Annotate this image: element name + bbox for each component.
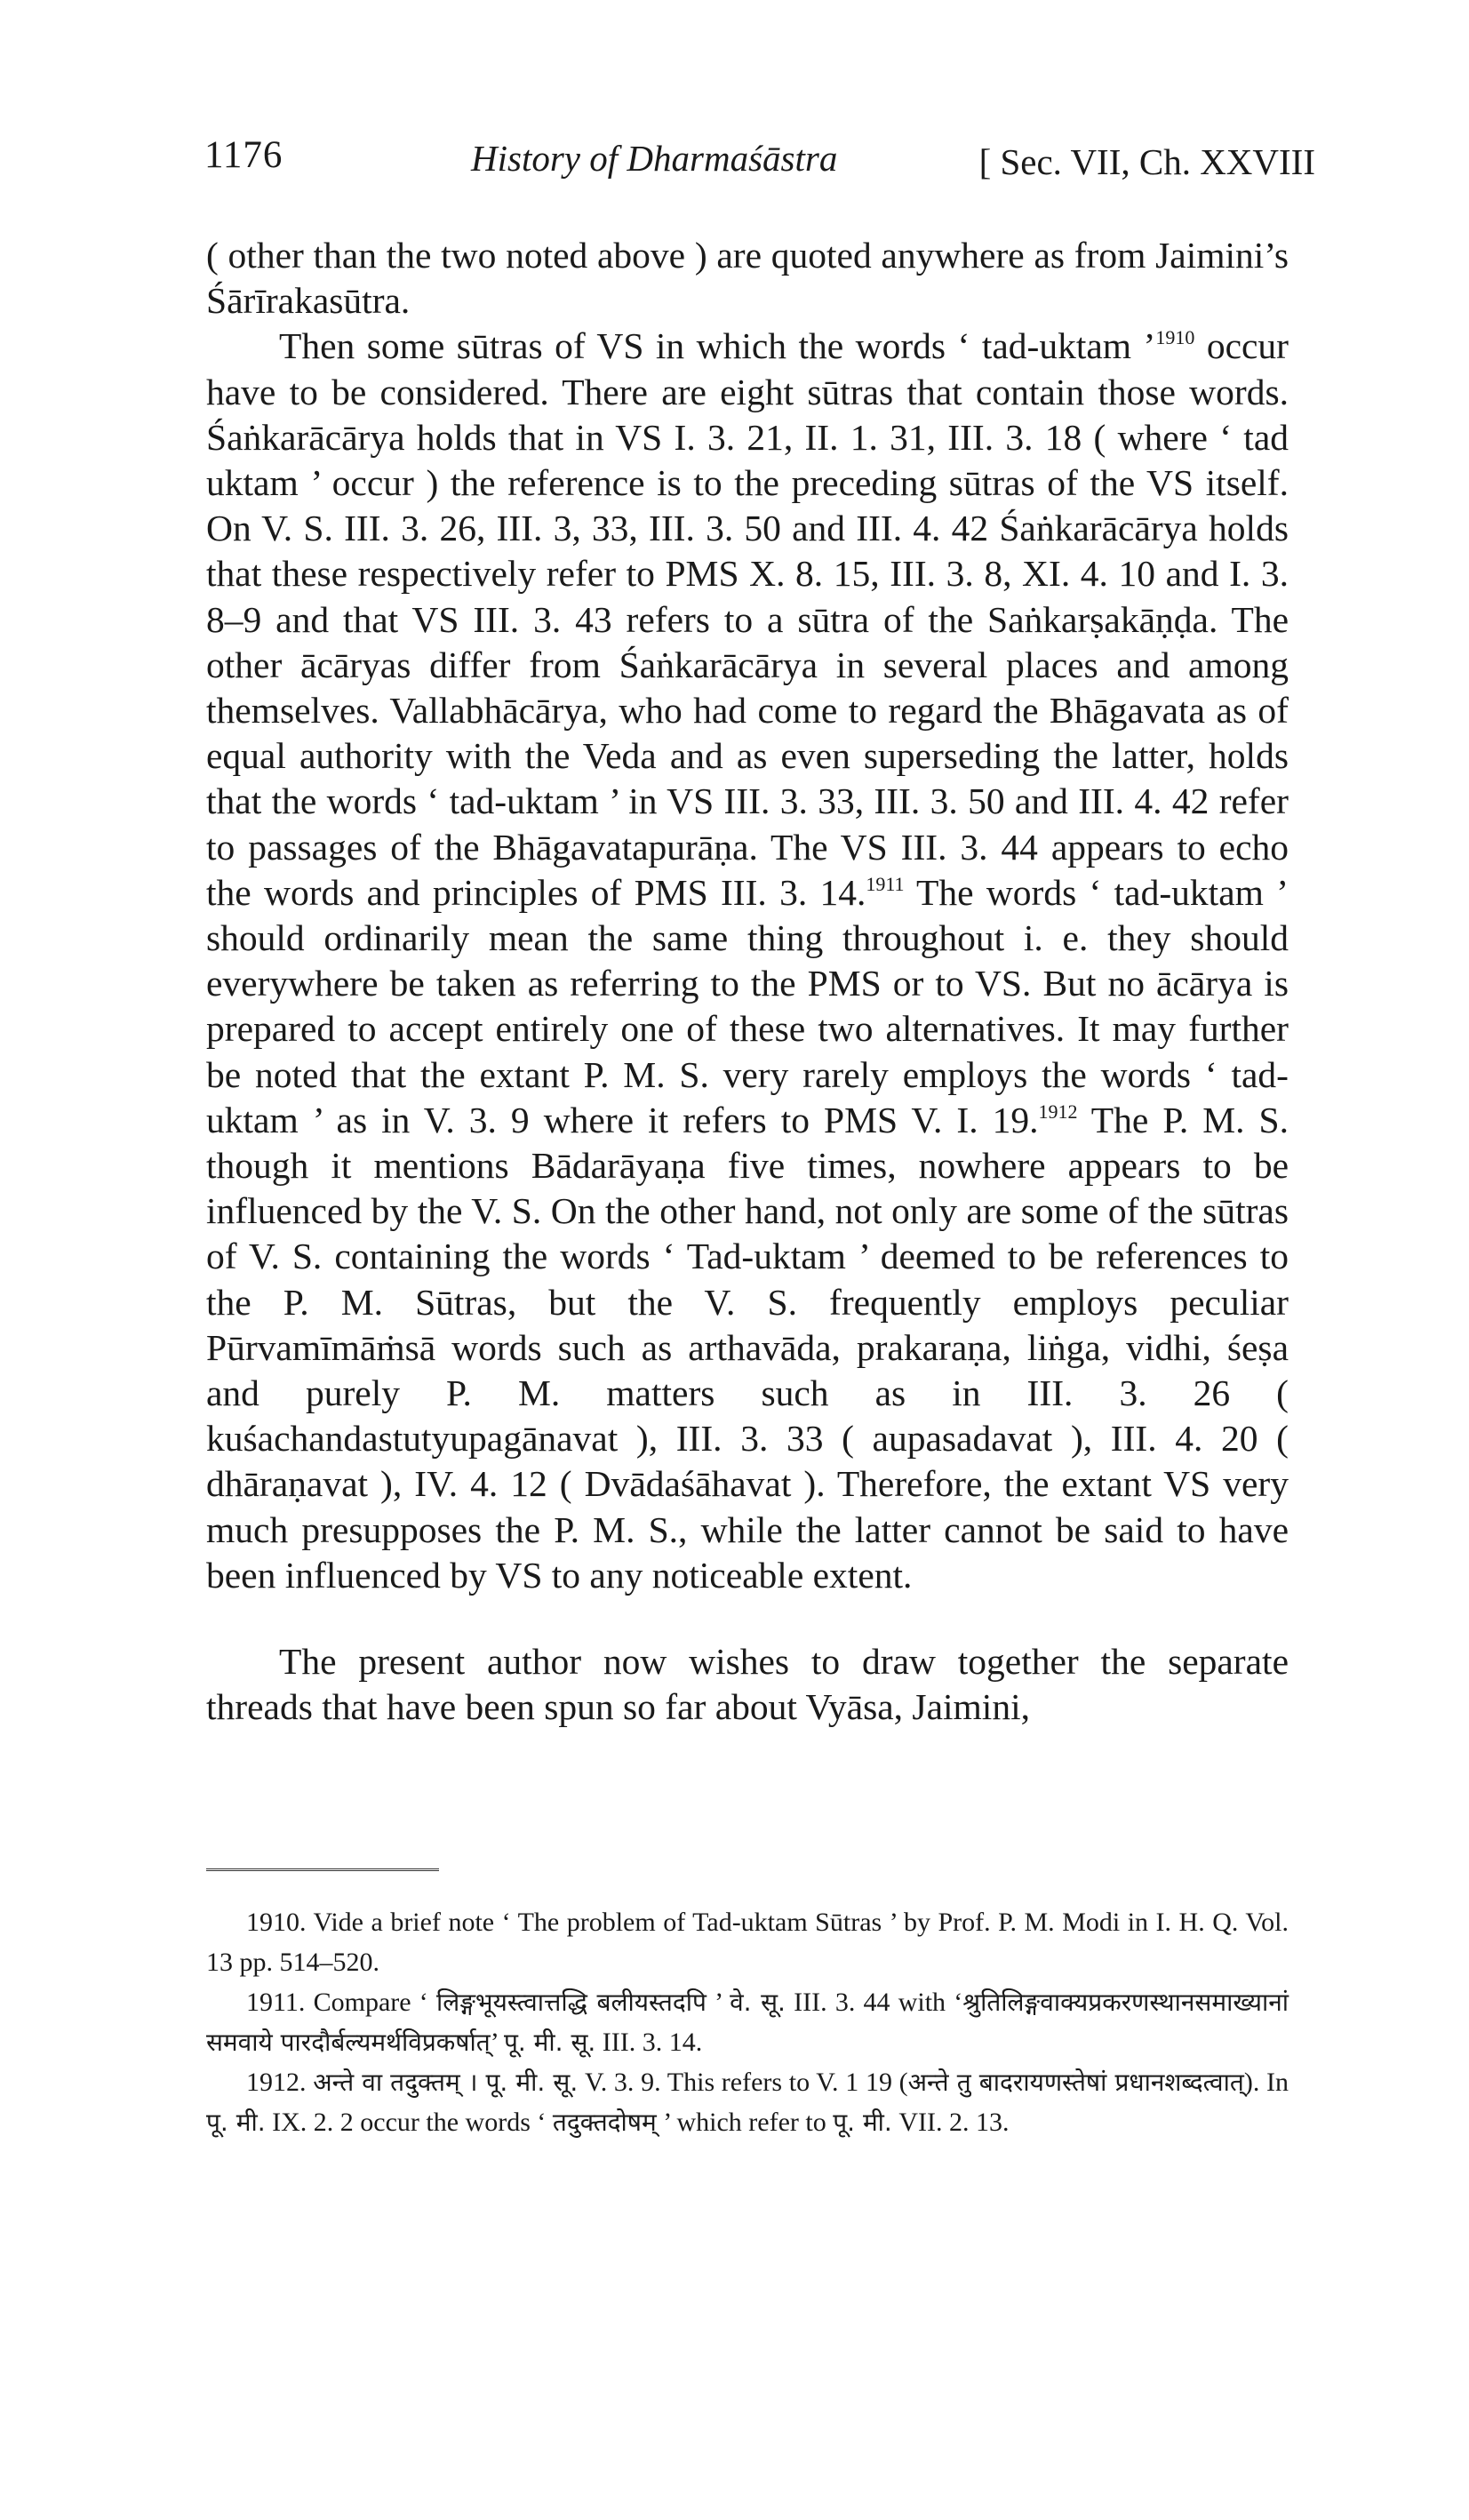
footnote-ref-1912: 1912 [1038,1100,1078,1123]
footnote-text: Compare ‘ [313,1988,436,2017]
footnote-text: III. 3. 44 with ‘ [785,1988,963,2017]
devanagari-quote: लिङ्गभूयस्त्वात्तद्धि बलीयस्तदपि [435,1988,707,2017]
footnote-1912 [206,2062,1289,2142]
devanagari-abbrev: पू. मी. सू. [503,2028,596,2057]
paragraph-present-author: The present author now wishes to draw together the separate threads that have been spun so far about Vyāsa, Jaimini, [206,1641,1289,1728]
footnote-text: V. 3. 9. This refers to V. 1 19 ( [578,2068,908,2097]
footnote-text: III. 3. 14. [595,2028,703,2057]
footnote-number: 1911. [246,1988,306,2017]
paragraph-continued: ( other than the two noted above ) are quoted anywhere as from Jaimini’s Śārīrakasūtra. [206,235,1289,322]
footnote-1910 [206,1902,1289,1982]
devanagari-quote: अन्ते तु बादरायणस्तेषां प्रधानशब्दत्वात् [907,2068,1244,2097]
main-text [206,233,1289,1731]
footnote-number: 1910. [246,1908,307,1937]
footnote-ref-1910: 1910 [1155,326,1195,349]
footnote-text: IX. 2. 2 occur the words ‘ [265,2108,553,2137]
devanagari-quote: श्रुतिलिङ्गवाक्यप्रकरणस्थानसमाख्यानां समवाये पारदौर्बल्यमर्थविप्रकर्षात् [206,1988,1289,2057]
section-reference: [ Sec. VII, Ch. XXVIII [978,141,1315,182]
devanagari-quote: तदुक्तदोषम् [552,2108,657,2137]
devanagari-abbrev: वे. सू. [730,1988,786,2017]
footnote-text: Vide a brief note ‘ The problem of Tad-uktam Sūtras ’ by Prof. P. M. Modi in I. H. Q. Vol. 13 pp. 514–520. [206,1908,1289,1977]
footnote-text: VII. 2. 13. [891,2108,1010,2137]
footnotes [206,1902,1289,2142]
page-header [204,133,1315,204]
footnote-ref-1911: 1911 [866,872,905,895]
paragraph-text: The P. M. S. though it mentions Bādarāyaṇa five times, nowhere appears to be influenced by the V. S. On the other hand, not only are some of the sūtras of V. S. containing the words ‘ Tad-uktam ’ deemed to be references to the P. M. Sūtras, but the V. S. frequently employs peculiar Pūrvamīmāṁsā words such as arthavāda, prakaraṇa, liṅga, vidhi, śeṣa and purely P. M. matters such as in III. 3. 26 ( kuśachandastutyupagānavat ), III. 3. 33 ( aupasadavat ), III. 4. 20 ( dhāraṇavat ), IV. 4. 12 ( Dvādaśāhavat ). Therefore, the extant VS very much presupposes the P. M. S., while the latter cannot be said to have been influenced by VS to any noticeable extent. [206,1099,1289,1596]
paragraph-text: occur have to be considered. There are eight sūtras that contain those words. Śaṅkarācārya holds that in VS I. 3. 21, II. 1. 31, III. 3. 18 ( where ‘ tad uktam ’ occur ) the reference is to the preceding sūtras of the VS itself. On V. S. III. 3. 26, III. 3, 33, III. 3. 50 and III. 4. 42 Śaṅkarācārya holds that these respectively refer to PMS X. 8. 15, III. 3. 8, XI. 4. 10 and I. 3. 8–9 and that VS III. 3. 43 refers to a sūtra of the Saṅkarṣakāṇḍa. The other ācāryas differ from Śaṅkarācārya in several places and among themselves. Vallabhācārya, who had come to regard the Bhāgavata as of equal authority with the Veda and as even superseding the latter, holds that the words ‘ tad-uktam ’ in VS III. 3. 33, III. 3. 50 and III. 4. 42 refer to passages of the Bhāgavatapurāṇa. The VS III. 3. 44 appears to echo the words and principles of PMS III. 3. 14. [206,325,1289,913]
footnote-text: ’ [706,1988,731,2017]
paragraph-text: Then some sūtras of VS in which the words ‘ tad-uktam ’ [279,325,1156,367]
paragraph-text: The words ‘ tad-uktam ’ should ordinarily mean the same thing throughout i. e. they should everywhere be taken as referring to the PMS or to VS. But no ācārya is prepared to accept entirely one of these two alternatives. It may further be noted that the extant P. M. S. very rarely employs the words ‘ tad-uktam ’ as in V. 3. 9 where it refers to PMS V. I. 19. [206,871,1289,1140]
running-title: History of Dharmaśāstra [471,138,838,179]
footnote-text: ). In [1243,2068,1289,2097]
devanagari-abbrev: पू. मी. [206,2108,266,2137]
devanagari-abbrev: पू. मी. [833,2108,892,2137]
footnote-text: ’ [490,2028,504,2057]
footnote-text: ’ which refer to [656,2108,834,2137]
paragraph-tad-uktam [206,324,1289,1598]
footnote-separator [206,1868,439,1875]
footnote-number: 1912. [246,2068,307,2097]
devanagari-quote: अन्ते वा तदुक्तम् । पू. मी. सू. [313,2068,579,2097]
page-number: 1176 [204,134,283,176]
footnote-1911 [206,1982,1289,2062]
